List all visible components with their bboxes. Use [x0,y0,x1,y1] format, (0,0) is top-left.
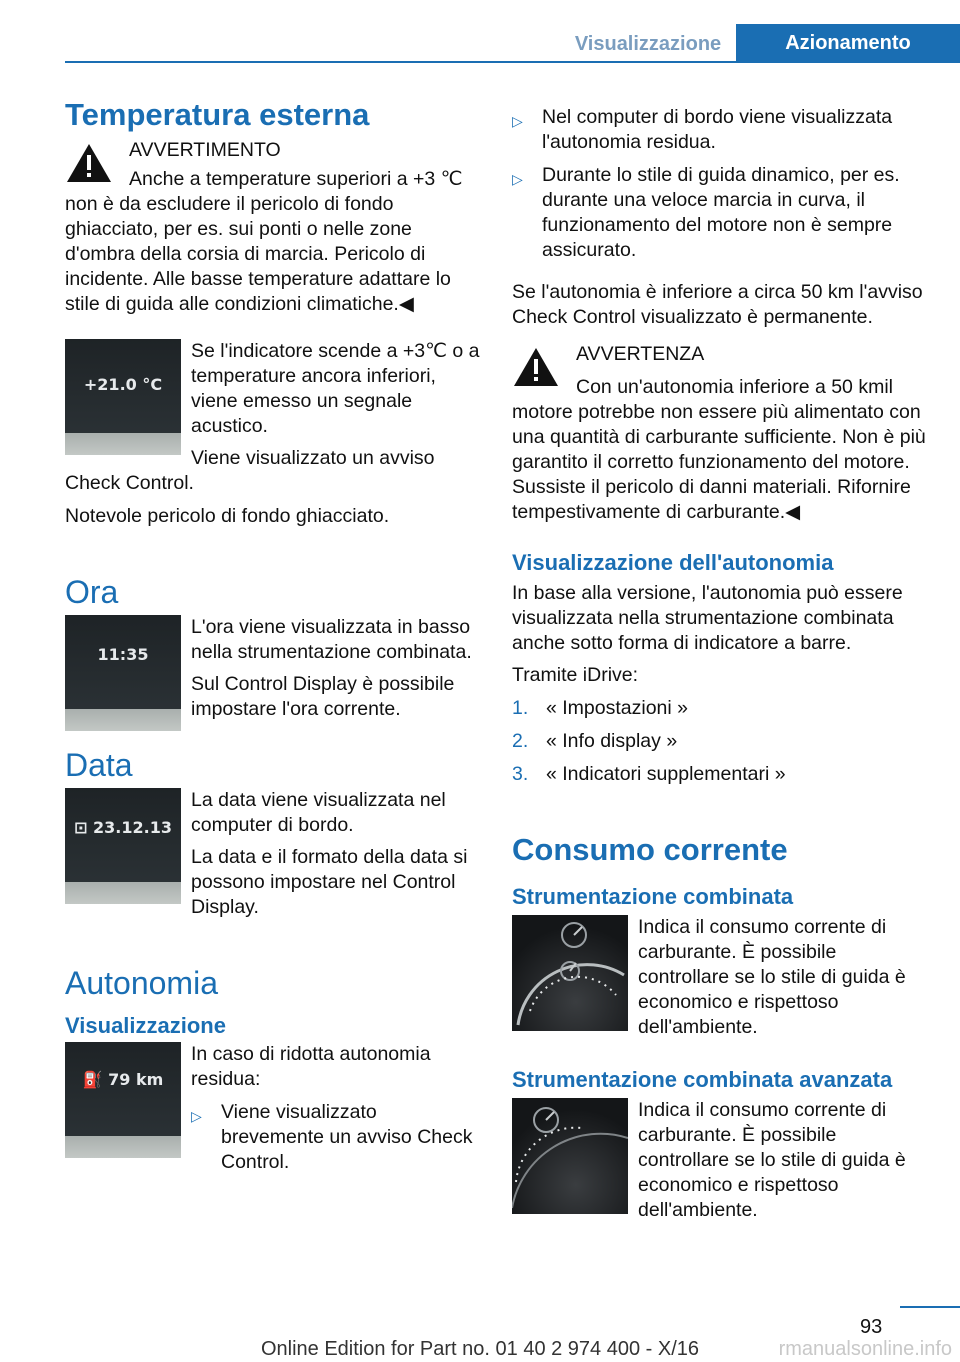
watermark: rmanualsonline.info [778,1338,952,1360]
footer-rule [900,1306,960,1308]
warning-label: AVVERTIMENTO [129,139,281,161]
bullet-text: Viene visualizzato brevemente un avviso Check Control. [221,1101,473,1173]
section-title-temperature: Temperatura esterna [65,97,370,132]
sc-paragraph: Indica il consumo corrente di carburante. È possibile controllare se lo stile di guida è economico e rispettoso dell'ambiente. [638,916,906,1038]
warning-text: Anche a temperature superiori a +3 ℃ non è da escludere il pericolo di fondo ghiacciato, per es. sui ponti o nelle zone d'ombra della corsia di marcia. Pericolo di incidente. Alle basse temperature adattare lo stile di guida alle condizioni climatiche.◀ [65,168,463,315]
warning-label: AVVERTENZA [576,343,705,365]
temp-paragraph-2: Viene visualizzato un avviso Check Control. [65,447,435,494]
range-readout [65,1070,181,1089]
subtitle-strumentazione: Strumentazione combinata [512,884,794,909]
temperature-readout: +21.0 °C [83,375,163,394]
list-item [512,729,927,754]
date-display-image [65,788,181,904]
clock-readout: 11:35 [97,645,149,664]
data-paragraph-1: La data viene visualizzata nel computer di bordo. [191,789,446,836]
triangle-bullet-icon: ▷ [512,171,523,187]
date-readout [65,818,181,837]
ora-block [65,615,480,722]
fuel-consumption-gauge-image [512,915,628,1031]
warning-triangle-icon [65,142,113,184]
fuel-pump-icon: ⛽ [82,1070,109,1089]
temp-paragraph-3: Notevole pericolo di fondo ghiacciato. [65,505,390,527]
header-rule [65,61,960,63]
vis-paragraph-1: In base alla versione, l'autonomia può essere visualizzata nella strumentazione combinata anche sotto forma di indicatore a barre. [512,582,903,654]
idrive-steps [512,696,927,787]
range-display-image [65,1042,181,1158]
gauge-icon [512,915,628,1031]
warning-block [512,342,927,525]
bullet-text: Durante lo stile di guida dinamico, per es. durante una veloce marcia in curva, il funzionamento del motore non è sempre assicurato. [542,164,900,261]
list-item [512,163,927,263]
header-chapter-tab: Azionamento [736,24,960,62]
subtitle-visualizzazione: Visualizzazione [65,1013,226,1038]
gauge-block-1 [512,915,927,1040]
ora-paragraph-2: Sul Control Display è possibile impostare l'ora corrente. [191,673,455,720]
range-paragraph: Se l'autonomia è inferiore a circa 50 km l'avviso Check Control visualizzato è permanente. [512,281,923,328]
list-item [512,696,927,721]
autonomia-paragraph-1: In caso di ridotta autonomia residua: [191,1043,431,1090]
vis-paragraph-2: Tramite iDrive: [512,664,639,686]
data-paragraph-2: La data e il formato della data si possono impostare nel Control Display. [191,846,468,918]
section-title-autonomia: Autonomia [65,965,218,1001]
clock-display-image [65,615,181,731]
temperature-display-image [65,339,181,455]
calendar-icon: ⊡ [74,818,94,837]
left-column [65,96,480,1175]
bullet-text: Nel computer di bordo viene visualizzata l'autonomia residua. [542,106,893,153]
list-item [512,762,927,787]
list-item [512,105,927,155]
subtitle-strumentazione-avanzata: Strumentazione combinata avanzata [512,1067,893,1092]
header-section-label: Visualizzazione [574,33,722,55]
right-column [512,105,927,1223]
section-title-consumo: Consumo corrente [512,832,788,867]
gauge-block-2 [512,1098,927,1223]
section-title-data: Data [65,747,133,783]
triangle-bullet-icon: ▷ [512,113,523,129]
advanced-consumption-gauge-image [512,1098,628,1214]
step-number: 3. [512,763,529,785]
page-number: 93 [860,1316,883,1338]
warning-text: Con un'autonomia inferiore a 50 kmil motore potrebbe non essere più alimentato con una quantità di carburante sufficiente. Non è più garantito il corretto funzionamento del motore. Sussiste il pericolo di danni materiali. Rifornire tempestivamente di carburante.◀ [512,376,926,523]
ora-paragraph-1: L'ora viene visualizzata in basso nella strumentazione combinata. [191,616,472,663]
data-block [65,788,480,920]
temp-paragraph-1: Se l'indicatore scende a +3℃ o a temperature ancora inferiori, viene emesso un segnale acustico. [191,340,480,437]
step-text: « Info display » [546,730,678,752]
subtitle-range-display: Visualizzazione dell'autonomia [512,550,834,575]
date-value: 23.12.13 [93,818,172,837]
autonomia-block [65,1042,480,1175]
footer-edition: Online Edition for Part no. 01 40 2 974 400 - X/16 [260,1338,700,1360]
step-text: « Indicatori supplementari » [546,763,786,785]
step-number: 1. [512,697,529,719]
sca-paragraph: Indica il consumo corrente di carburante. È possibile controllare se lo stile di guida è economico e rispettoso dell'ambiente. [638,1099,906,1221]
step-text: « Impostazioni » [546,697,688,719]
section-title-ora: Ora [65,574,119,610]
warning-triangle-icon [512,346,560,388]
step-number: 2. [512,730,529,752]
list-item [191,1100,480,1175]
triangle-bullet-icon: ▷ [191,1108,202,1124]
range-value: 79 km [108,1070,164,1089]
gauge-icon [512,1098,628,1214]
warning-block [65,138,480,317]
temp-display-block [65,339,480,496]
